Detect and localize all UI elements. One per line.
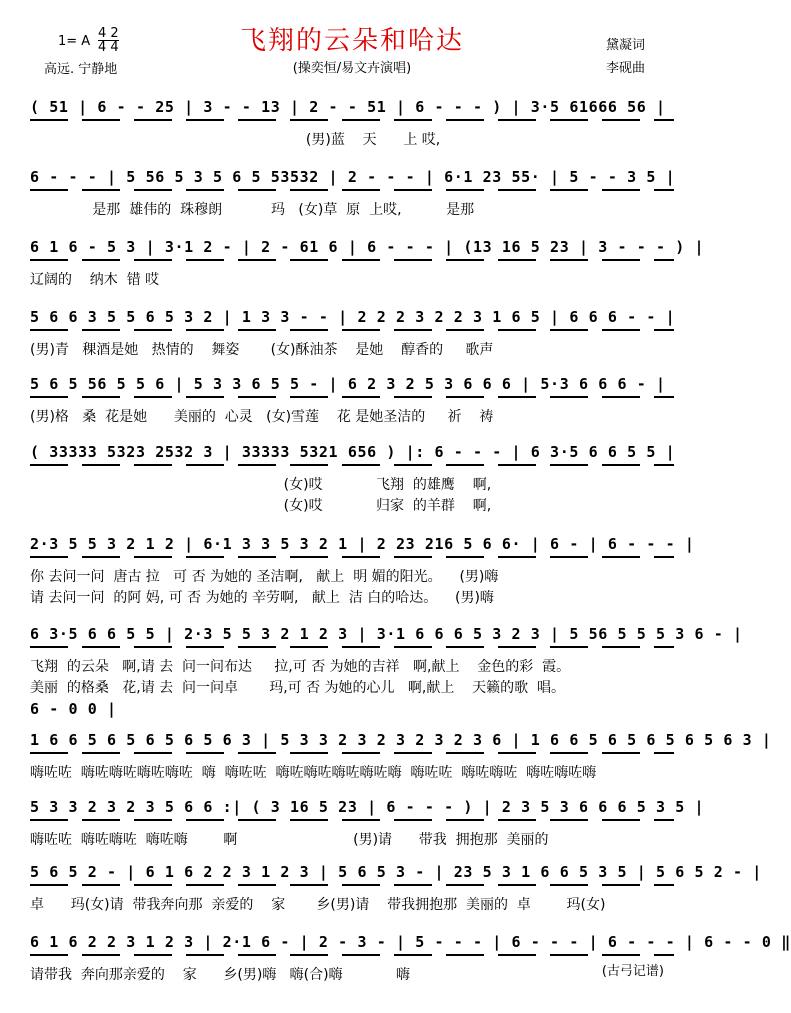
lyric-line: 是那 雄伟的 珠穆朗 玛 (女)草 原 上哎, 是那 xyxy=(30,202,475,218)
lyric-line: 辽阔的 纳木 错 哎 xyxy=(30,272,160,288)
jianpu-notes: 6 3·5 6 6 5 5 | 2·3 5 5 3 2 1 2 3 | 3·1 6 6 6 5 3 2 3 | 5 56 5 5 5 3 6 - | xyxy=(30,625,743,643)
lyric-line: (男)蓝 天 上 哎, xyxy=(30,132,441,148)
composer: 李砚曲 xyxy=(606,61,646,76)
jianpu-notes: 5 6 6 3 5 5 6 5 3 2 | 1 3 3 - - | 2 2 2 3 2 2 3 1 6 5 | 6 6 6 - - | xyxy=(30,308,676,326)
key-signature: 1= A xyxy=(58,34,91,49)
lyric-line: 嗨咗咗 嗨咗嗨咗嗨咗嗨咗 嗨 嗨咗咗 嗨咗嗨咗嗨咗嗨咗嗨 嗨咗咗 嗨咗嗨咗 嗨咗嗨咗嗨 xyxy=(30,765,597,781)
lyric-line: 你 去问一问 唐古 拉 可 否 为她的 圣洁啊, 献上 明 媚的阳光。 (男)嗨 xyxy=(30,569,499,585)
beam-lines xyxy=(30,464,674,466)
beam-lines xyxy=(30,259,674,261)
tempo-marking: 高远. 宁静地 xyxy=(44,62,118,77)
time-signature: 4 2 4 4 xyxy=(98,26,119,55)
lyric-line: (男)青 稞酒是她 热情的 舞姿 (女)酥油茶 是她 醇香的 歌声 xyxy=(30,342,494,358)
jianpu-notes: ( 33333 5323 2532 3 | 33333 5321 656 ) |: 6 - - - | 6 3·5 6 6 5 5 | xyxy=(30,443,676,461)
beam-lines xyxy=(30,819,674,821)
lyric-line-verse-2: 请 去问一问 的阿 妈, 可 否 为她的 辛劳啊, 献上 洁 白的哈达。 (男)嗨 xyxy=(30,590,494,606)
beam-lines xyxy=(30,189,674,191)
performers: (操奕恒/易文卉演唱) xyxy=(292,61,412,76)
lyric-line: 飞翔 的云朵 啊,请 去 问一问布达 拉,可 否 为她的吉祥 啊,献上 金色的彩 霞。 xyxy=(30,659,571,675)
lyric-line: (女)哎 飞翔 的雄鹰 啊, xyxy=(30,477,492,493)
beam-lines xyxy=(30,556,674,558)
transcriber-credit: (古弓记谱) xyxy=(601,964,664,979)
jianpu-notes: 2·3 5 5 3 2 1 2 | 6·1 3 3 5 3 2 1 | 2 23 216 5 6 6· | 6 - | 6 - - - | xyxy=(30,535,695,553)
lyric-line: 卓 玛(女)请 带我奔向那 亲爱的 家 乡(男)请 带我拥抱那 美丽的 卓 玛(女) xyxy=(30,897,606,913)
jianpu-notes: 5 6 5 2 - | 6 1 6 2 2 3 1 2 3 | 5 6 5 3 - | 23 5 3 1 6 6 5 3 5 | 5 6 5 2 - | xyxy=(30,863,762,881)
beam-lines xyxy=(30,646,674,648)
beam-lines xyxy=(30,954,674,956)
lyric-line: 嗨咗咗 嗨咗嗨咗 嗨咗嗨 啊 (男)请 带我 拥抱那 美丽的 xyxy=(30,832,549,848)
lyric-line: (男)格 桑 花是她 美丽的 心灵 (女)雪莲 花 是她圣洁的 祈 祷 xyxy=(30,409,494,425)
jianpu-notes: 1 6 6 5 6 5 6 5 6 5 6 3 | 5 3 3 2 3 2 3 2 3 2 3 6 | 1 6 6 5 6 5 6 5 6 5 6 3 | xyxy=(30,731,772,749)
lyric-line: 请带我 奔向那亲爱的 家 乡(男)嗨 嗨(合)嗨 嗨 xyxy=(30,967,411,983)
lyricist: 黛凝词 xyxy=(606,38,646,53)
beam-lines xyxy=(30,119,674,121)
jianpu-notes: 6 - - - | 5 56 5 3 5 6 5 53532 | 2 - - - | 6·1 23 55· | 5 - - 3 5 | xyxy=(30,168,676,186)
beam-lines xyxy=(30,884,674,886)
jianpu-notes: 5 3 3 2 3 2 3 5 6 6 :| ( 3 16 5 23 | 6 - - - ) | 2 3 5 3 6 6 6 5 3 5 | xyxy=(30,798,705,816)
lyric-line-verse-2: (女)哎 归家 的羊群 啊, xyxy=(30,498,492,514)
jianpu-notes: 6 - 0 0 | xyxy=(30,700,117,718)
beam-lines xyxy=(30,396,674,398)
lyric-line-verse-2: 美丽 的格桑 花,请 去 问一问卓 玛,可 否 为她的心儿 啊,献上 天籁的歌 唱。 xyxy=(30,680,566,696)
jianpu-notes: 5 6 5 56 5 5 6 | 5 3 3 6 5 5 - | 6 2 3 2 5 3 6 6 6 | 5·3 6 6 6 - | xyxy=(30,375,666,393)
beam-lines xyxy=(30,329,674,331)
jianpu-notes: 6 1 6 2 2 3 1 2 3 | 2·1 6 - | 2 - 3 - | 5 - - - | 6 - - - | 6 - - - | 6 - - 0 ‖ xyxy=(30,933,791,951)
beam-lines xyxy=(30,752,674,754)
song-title: 飞翔的云朵和哈达 xyxy=(239,26,464,56)
jianpu-notes: 6 1 6 - 5 3 | 3·1 2 - | 2 - 61 6 | 6 - - - | (13 16 5 23 | 3 - - - ) | xyxy=(30,238,705,256)
jianpu-notes: ( 51 | 6 - - 25 | 3 - - 13 | 2 - - 51 | 6 - - - ) | 3·5 61666 56 | xyxy=(30,98,666,116)
